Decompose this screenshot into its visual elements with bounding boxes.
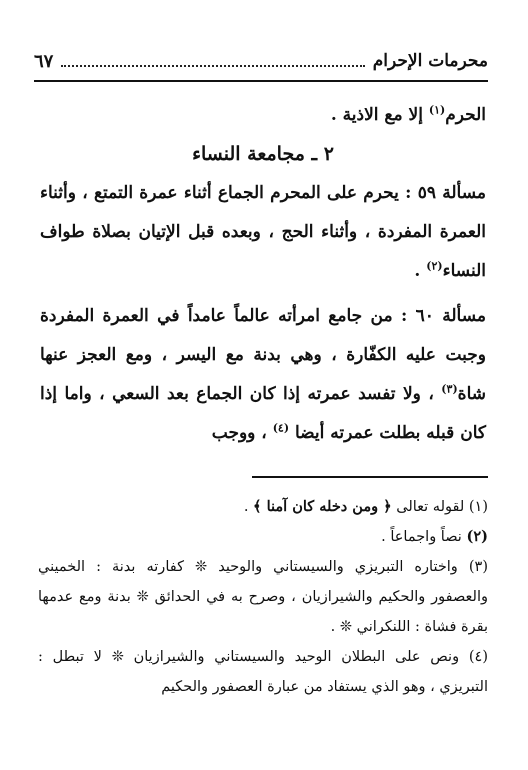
- text-fragment: نصاً واجماعاً .: [381, 529, 467, 545]
- footnote-3: [38, 552, 488, 642]
- running-title: محرمات الإحرام: [372, 51, 488, 71]
- text-fragment: ، ولا تفسد عمرته إذا كان الجماع بعد السعي ، واما إذا كان قبله بطلت عمرته أيضا: [40, 384, 486, 443]
- text-fragment: لقوله تعالى: [391, 499, 469, 515]
- footnotes: [38, 492, 488, 702]
- text-fragment: ، ووجب: [211, 423, 273, 443]
- footnote-ref: (١): [428, 103, 446, 117]
- masala-label: مسألة ٥٩ :: [405, 183, 487, 203]
- continuation-line: [40, 96, 486, 135]
- header-rule: [34, 80, 488, 82]
- page-number: ٦٧: [34, 50, 54, 72]
- text-fragment: يحرم على المحرم الجماع أثناء عمرة التمتع ، وأثناء العمرة المفردة ، وأثناء الحج ، وبعده قبل الإتيان بصلاة طواف النساء: [40, 183, 486, 281]
- footnote-ref: (٣): [441, 382, 458, 396]
- page-header: [34, 48, 488, 74]
- main-text: [40, 96, 486, 453]
- text-fragment: من جامع امرأته عالماً عامداً في العمرة المفردة وجبت عليه الكفّارة ، وهي بدنة مع اليسر ، ومع العجز عنها شاة: [40, 306, 486, 404]
- footnote-1: [38, 492, 488, 522]
- dotted-leader: [61, 55, 364, 67]
- masala-label: مسألة ٦٠ :: [400, 306, 486, 326]
- text-fragment: واختاره التبريزي والسيستاني والوحيد ❊ كفارته بدنة : الخميني والعصفور والحكيم والشيرازيان ، وصرح به في الحدائق ❊ بدنة ومع عدمها بقرة فشاة : اللنكراني ❊ .: [38, 559, 488, 635]
- footnote-4: [38, 642, 488, 702]
- footnote-2: [38, 522, 488, 552]
- text-fragment: ونص على البطلان الوحيد والسيستاني والشيرازيان ❊ لا تبطل : التبريزي ، وهو الذي يستفاد من عبارة العصفور والحكيم: [38, 649, 488, 695]
- section-heading: ٢ ـ مجامعة النساء: [192, 143, 334, 165]
- footnote-ref: (٤): [272, 421, 290, 435]
- footnote-number: (١): [468, 499, 488, 515]
- footnote-number: (٤): [468, 649, 488, 665]
- footnote-number: (٢): [466, 528, 488, 545]
- footnote-number: (٣): [468, 559, 488, 575]
- footnote-separator: [252, 476, 488, 478]
- text-fragment: .: [414, 261, 427, 281]
- footnote-ref: (٢): [426, 259, 443, 273]
- masala-59: [40, 174, 486, 291]
- masala-60: [40, 297, 486, 453]
- text-fragment: .: [243, 499, 254, 515]
- quran-quote: ﴿ ومن دخله كان آمنا ﴾: [253, 498, 392, 515]
- text-fragment: إلا مع الاذية .: [330, 105, 429, 125]
- text-fragment: الحرم: [445, 105, 486, 125]
